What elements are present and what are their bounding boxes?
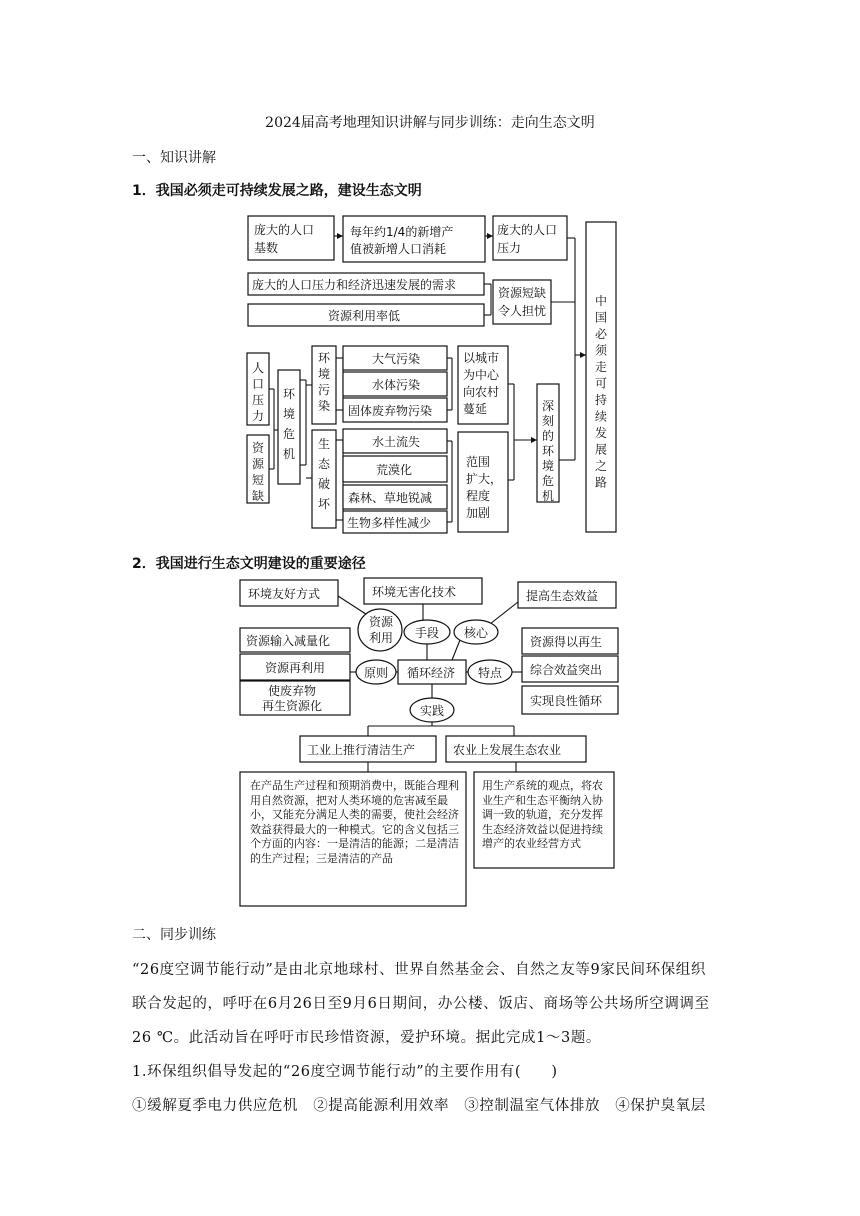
wuran-vertical-text-char: 环 bbox=[318, 351, 331, 365]
deep-crisis-vertical-text-char: 机 bbox=[542, 489, 555, 503]
weiji-vertical-text-char: 境 bbox=[283, 407, 296, 421]
solid-waste-label: 固体废弃物污染 bbox=[348, 404, 433, 418]
final-vertical-text-char: 可 bbox=[595, 376, 608, 391]
question-1-options: ①缓解夏季电力供应危机 ②提高能源利用效率 ③控制温室气体排放 ④保护臭氧层 bbox=[132, 1098, 706, 1114]
section-heading-practice: 二、同步训练 bbox=[132, 927, 216, 943]
wuran-vertical-text-char: 境 bbox=[318, 367, 331, 381]
virtuous-cycle-label: 实现良性循环 bbox=[530, 694, 603, 708]
renkou-vertical-text-char: 口 bbox=[252, 377, 265, 391]
clean-production-label: 工业上推行清洁生产 bbox=[307, 743, 416, 757]
range-line2: 扩大， bbox=[466, 472, 503, 486]
pohuai-vertical-text-char: 坏 bbox=[318, 497, 331, 511]
water-pollution-label: 水体污染 bbox=[372, 378, 421, 392]
final-vertical-text-char: 走 bbox=[595, 360, 608, 374]
box-low-efficiency-text: 资源利用率低 bbox=[328, 309, 401, 323]
box-population-base-line2: 基数 bbox=[254, 241, 279, 255]
final-vertical-text-char: 发 bbox=[595, 426, 608, 440]
weiji-vertical-text-char: 机 bbox=[283, 447, 296, 461]
final-vertical-text-char: 国 bbox=[595, 310, 608, 325]
final-vertical-text-char: 须 bbox=[595, 343, 608, 358]
practice-label: 实践 bbox=[420, 704, 445, 718]
final-vertical-text-char: 之 bbox=[595, 459, 608, 473]
pohuai-vertical-text-char: 生 bbox=[318, 437, 331, 451]
final-vertical-text-char: 中 bbox=[595, 294, 608, 308]
deep-crisis-vertical-text-char: 刻 bbox=[542, 414, 555, 428]
resource-use-line1: 资源 bbox=[369, 615, 394, 629]
final-vertical-text-char: 路 bbox=[595, 475, 608, 490]
resource-use-line2: 利用 bbox=[369, 631, 394, 645]
ziyuan-vertical-text-char: 资 bbox=[252, 441, 265, 455]
final-vertical-text-char: 必 bbox=[595, 327, 608, 341]
means-label: 手段 bbox=[415, 626, 440, 640]
box-output-consumed-line2: 值被新增人口消耗 bbox=[350, 242, 447, 256]
principle-label: 原则 bbox=[364, 666, 389, 680]
range-line4: 加剧 bbox=[466, 506, 491, 520]
subheading-2: 2．我国进行生态文明建设的重要途径 bbox=[132, 556, 366, 572]
ziyuan-vertical-text-char: 缺 bbox=[252, 489, 265, 503]
ziyuan-vertical-text-char: 源 bbox=[252, 457, 265, 471]
box-resource-shortage-worry-line2: 令人担忧 bbox=[498, 304, 547, 318]
clean-production-text: 在产品生产过程和预期消费中，既能合理利用自然资源，把对人类环境的危害减至最小，又能充分满足人类的需要，使社会经济效益获得最大的一种模式。它的含义包括三个方面的内容：一是清洁的能源；二是清洁的生产过程；三是清洁的产品 bbox=[250, 779, 459, 865]
eco-benefit-label: 提高生态效益 bbox=[526, 589, 599, 603]
harmless-tech-label: 环境无害化技术 bbox=[372, 585, 457, 599]
recycle-line1: 使废弃物 bbox=[268, 684, 317, 698]
reuse-label: 资源再利用 bbox=[265, 661, 326, 675]
spread-line2: 为中心 bbox=[463, 368, 500, 382]
overall-benefit-label: 综合效益突出 bbox=[530, 663, 603, 677]
subheading-1: 1．我国必须走可持续发展之路，建设生态文明 bbox=[132, 183, 422, 199]
feature-label: 特点 bbox=[478, 666, 503, 680]
forest-decline-label: 森林、草地锐减 bbox=[348, 491, 433, 505]
section-heading-knowledge: 一、知识讲解 bbox=[132, 150, 216, 166]
renkou-vertical-text-char: 力 bbox=[252, 409, 265, 423]
desertification-label: 荒漠化 bbox=[376, 463, 413, 477]
renkou-vertical-text-char: 压 bbox=[252, 393, 265, 407]
wuran-vertical-text-char: 染 bbox=[318, 399, 331, 413]
circular-economy-label: 循环经济 bbox=[407, 666, 456, 680]
final-vertical-text-char: 续 bbox=[595, 409, 608, 424]
box-resource-shortage-worry-line1: 资源短缺 bbox=[498, 286, 547, 300]
weiji-vertical-text-char: 环 bbox=[283, 387, 296, 401]
deep-crisis-vertical-text-char: 深 bbox=[542, 399, 555, 413]
paragraph-line-3: 26 ℃。此活动旨在呼吁市民珍惜资源，爱护环境。据此完成1～3题。 bbox=[132, 1030, 602, 1046]
deep-crisis-vertical-text-char: 境 bbox=[542, 459, 555, 473]
deep-crisis-vertical-text-char: 的 bbox=[542, 429, 555, 443]
eco-agriculture-label: 农业上发展生态农业 bbox=[453, 743, 562, 757]
box-population-pressure-line2: 压力 bbox=[497, 241, 522, 255]
reduce-input-label: 资源输入减量化 bbox=[246, 634, 331, 648]
final-vertical-text-char: 持 bbox=[595, 393, 608, 407]
paragraph-line-1: “26度空调节能行动”是由北京地球村、世界自然基金会、自然之友等9家民间环保组织 bbox=[132, 962, 706, 978]
box-pressure-and-demand-text: 庞大的人口压力和经济迅速发展的需求 bbox=[252, 278, 457, 292]
paragraph-line-2: 联合发起的，呼吁在6月26日至9月6日期间，办公楼、饭店、商场等公共场所空调调至 bbox=[132, 996, 710, 1012]
spread-line4: 蔓延 bbox=[463, 402, 488, 416]
pohuai-vertical-text-char: 破 bbox=[318, 477, 331, 491]
question-1: 1.环保组织倡导发起的“26度空调节能行动”的主要作用有( ) bbox=[132, 1064, 558, 1080]
range-line3: 程度 bbox=[466, 489, 491, 503]
wuran-vertical-text-char: 污 bbox=[318, 383, 331, 397]
box-population-pressure-line1: 庞大的人口 bbox=[497, 223, 558, 237]
deep-crisis-vertical-text-char: 环 bbox=[542, 444, 555, 458]
final-vertical-text-char: 展 bbox=[595, 442, 608, 457]
ziyuan-vertical-text-char: 短 bbox=[252, 473, 265, 487]
deep-crisis-vertical-text-char: 危 bbox=[542, 474, 555, 488]
resource-regenerate-label: 资源得以再生 bbox=[530, 635, 603, 649]
biodiversity-label: 生物多样性减少 bbox=[347, 516, 432, 530]
core-label: 核心 bbox=[464, 626, 489, 640]
pohuai-vertical-text-char: 态 bbox=[318, 457, 331, 471]
box-output-consumed-line1: 每年约1/4的新增产 bbox=[350, 225, 454, 239]
range-line1: 范围 bbox=[466, 455, 491, 469]
air-pollution-label: 大气污染 bbox=[372, 352, 421, 366]
renkou-vertical-text-char: 人 bbox=[252, 361, 265, 375]
box-population-base-line1: 庞大的人口 bbox=[254, 223, 315, 237]
spread-line3: 向农村 bbox=[463, 385, 500, 399]
weiji-vertical-text-char: 危 bbox=[283, 427, 296, 441]
spread-line1: 以城市 bbox=[463, 351, 500, 365]
recycle-line2: 再生资源化 bbox=[262, 699, 323, 713]
eco-agriculture-text: 用生产系统的观点，将农业生产和生态平衡纳入协调一致的轨道，充分发挥生态经济效益以促进持续增产的农业经营方式 bbox=[482, 779, 603, 850]
soil-erosion-label: 水土流失 bbox=[372, 435, 421, 449]
friendly-way-label: 环境友好方式 bbox=[248, 587, 321, 601]
page-title: 2024届高考地理知识讲解与同步训练：走向生态文明 bbox=[265, 115, 595, 131]
